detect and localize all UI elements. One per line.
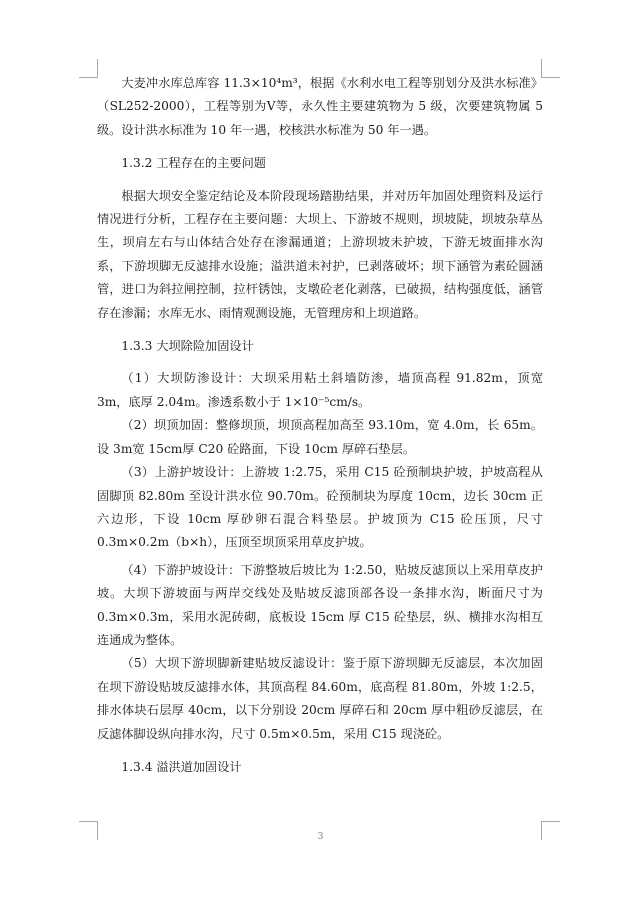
paragraph-item-4: （4）下游护坡设计：下游整坡后坡比为 1:2.50，贴坡反滤顶以上采用草皮护坡。大坝下游坡面与两岸交线处及贴坡反滤顶部各设一条排水沟，断面尺寸为 0.3m×0.3m，采用水泥砖砌，底板设 15cm 厚 C15 砼垫层，纵、横排水沟相互连通成为整体。 <box>97 562 543 647</box>
paragraph-item-5: （5）大坝下游坝脚新建贴坡反滤设计：鉴于原下游坝脚无反滤层，本次加固在坝下游设贴坡反滤排水体，其顶高程 84.60m，底高程 81.80m，外坡 1:2.5，排水体块石层厚 40cm，以下分别设 20cm 厚碎石和 20cm 厚中粗砂反滤层，在反滤体脚设纵向排水沟，尺寸 0.5m×0.5m，采用 C15 现浇砼。 <box>97 656 543 741</box>
paragraph-intro: 大麦冲水库总库容 11.3×10⁴m³，根据《水利水电工程等别划分及洪水标准》（SL252-2000），工程等别为Ⅴ等，永久性主要建筑物为 5 级，次要建筑物属 5 级。设计洪水标准为 10 年一遇，校核洪水标准为 50 年一遇。 <box>97 76 543 137</box>
section-heading-1-3-4: 1.3.4 溢洪道加固设计 <box>121 759 242 774</box>
paragraph-item-3: （3）上游护坡设计：上游坡 1:2.75，采用 C15 砼预制块护坡，护坡高程从固脚顶 82.80m 至设计洪水位 90.70m。砼预制块为厚度 10cm，边长 30cm 正六边形，下设 10cm 厚砂卵石混合料垫层。护坡顶为 C15 砼压顶，尺寸 0.3m×0.2m（b×h），压顶至坝顶采用草皮护坡。 <box>97 465 543 550</box>
paragraph-problems: 根据大坝安全鉴定结论及本阶段现场踏勘结果，并对历年加固处理资料及运行情况进行分析，工程存在主要问题：大坝上、下游坡不规则，坝坡陡，坝坡杂草丛生，坝肩左右与山体结合处存在渗漏通道；上游坝坡未护坡，下游无坡面排水沟系，下游坝脚无反滤排水设施；溢洪道未衬护，已剥落破坏；坝下涵管为素砼圆涵管，进口为斜拉闸控制，拉杆锈蚀，支墩砼老化剥落，已破损，结构强度低，涵管存在渗漏；水库无水、雨情观测设施，无管理房和上坝道路。 <box>97 188 543 320</box>
section-heading-1-3-2: 1.3.2 工程存在的主要问题 <box>121 156 266 171</box>
crop-mark-top-right <box>541 59 560 78</box>
paragraph-item-2: （2）坝顶加固：整修坝顶，坝顶高程加高至 93.10m，宽 4.0m，长 65m。设 3m宽 15cm厚 C20 砼路面，下设 10cm 厚碎石垫层。 <box>97 418 543 456</box>
crop-mark-top-left <box>79 59 98 78</box>
document-body <box>97 72 543 788</box>
section-heading-1-3-3: 1.3.3 大坝除险加固设计 <box>121 339 254 354</box>
paragraph-item-1: （1）大坝防渗设计：大坝采用粘土斜墙防渗，墙顶高程 91.82m，顶宽 3m，底厚 2.04m。渗透系数小于 1×10⁻⁵cm/s。 <box>97 371 543 409</box>
page-number: 3 <box>317 832 324 842</box>
